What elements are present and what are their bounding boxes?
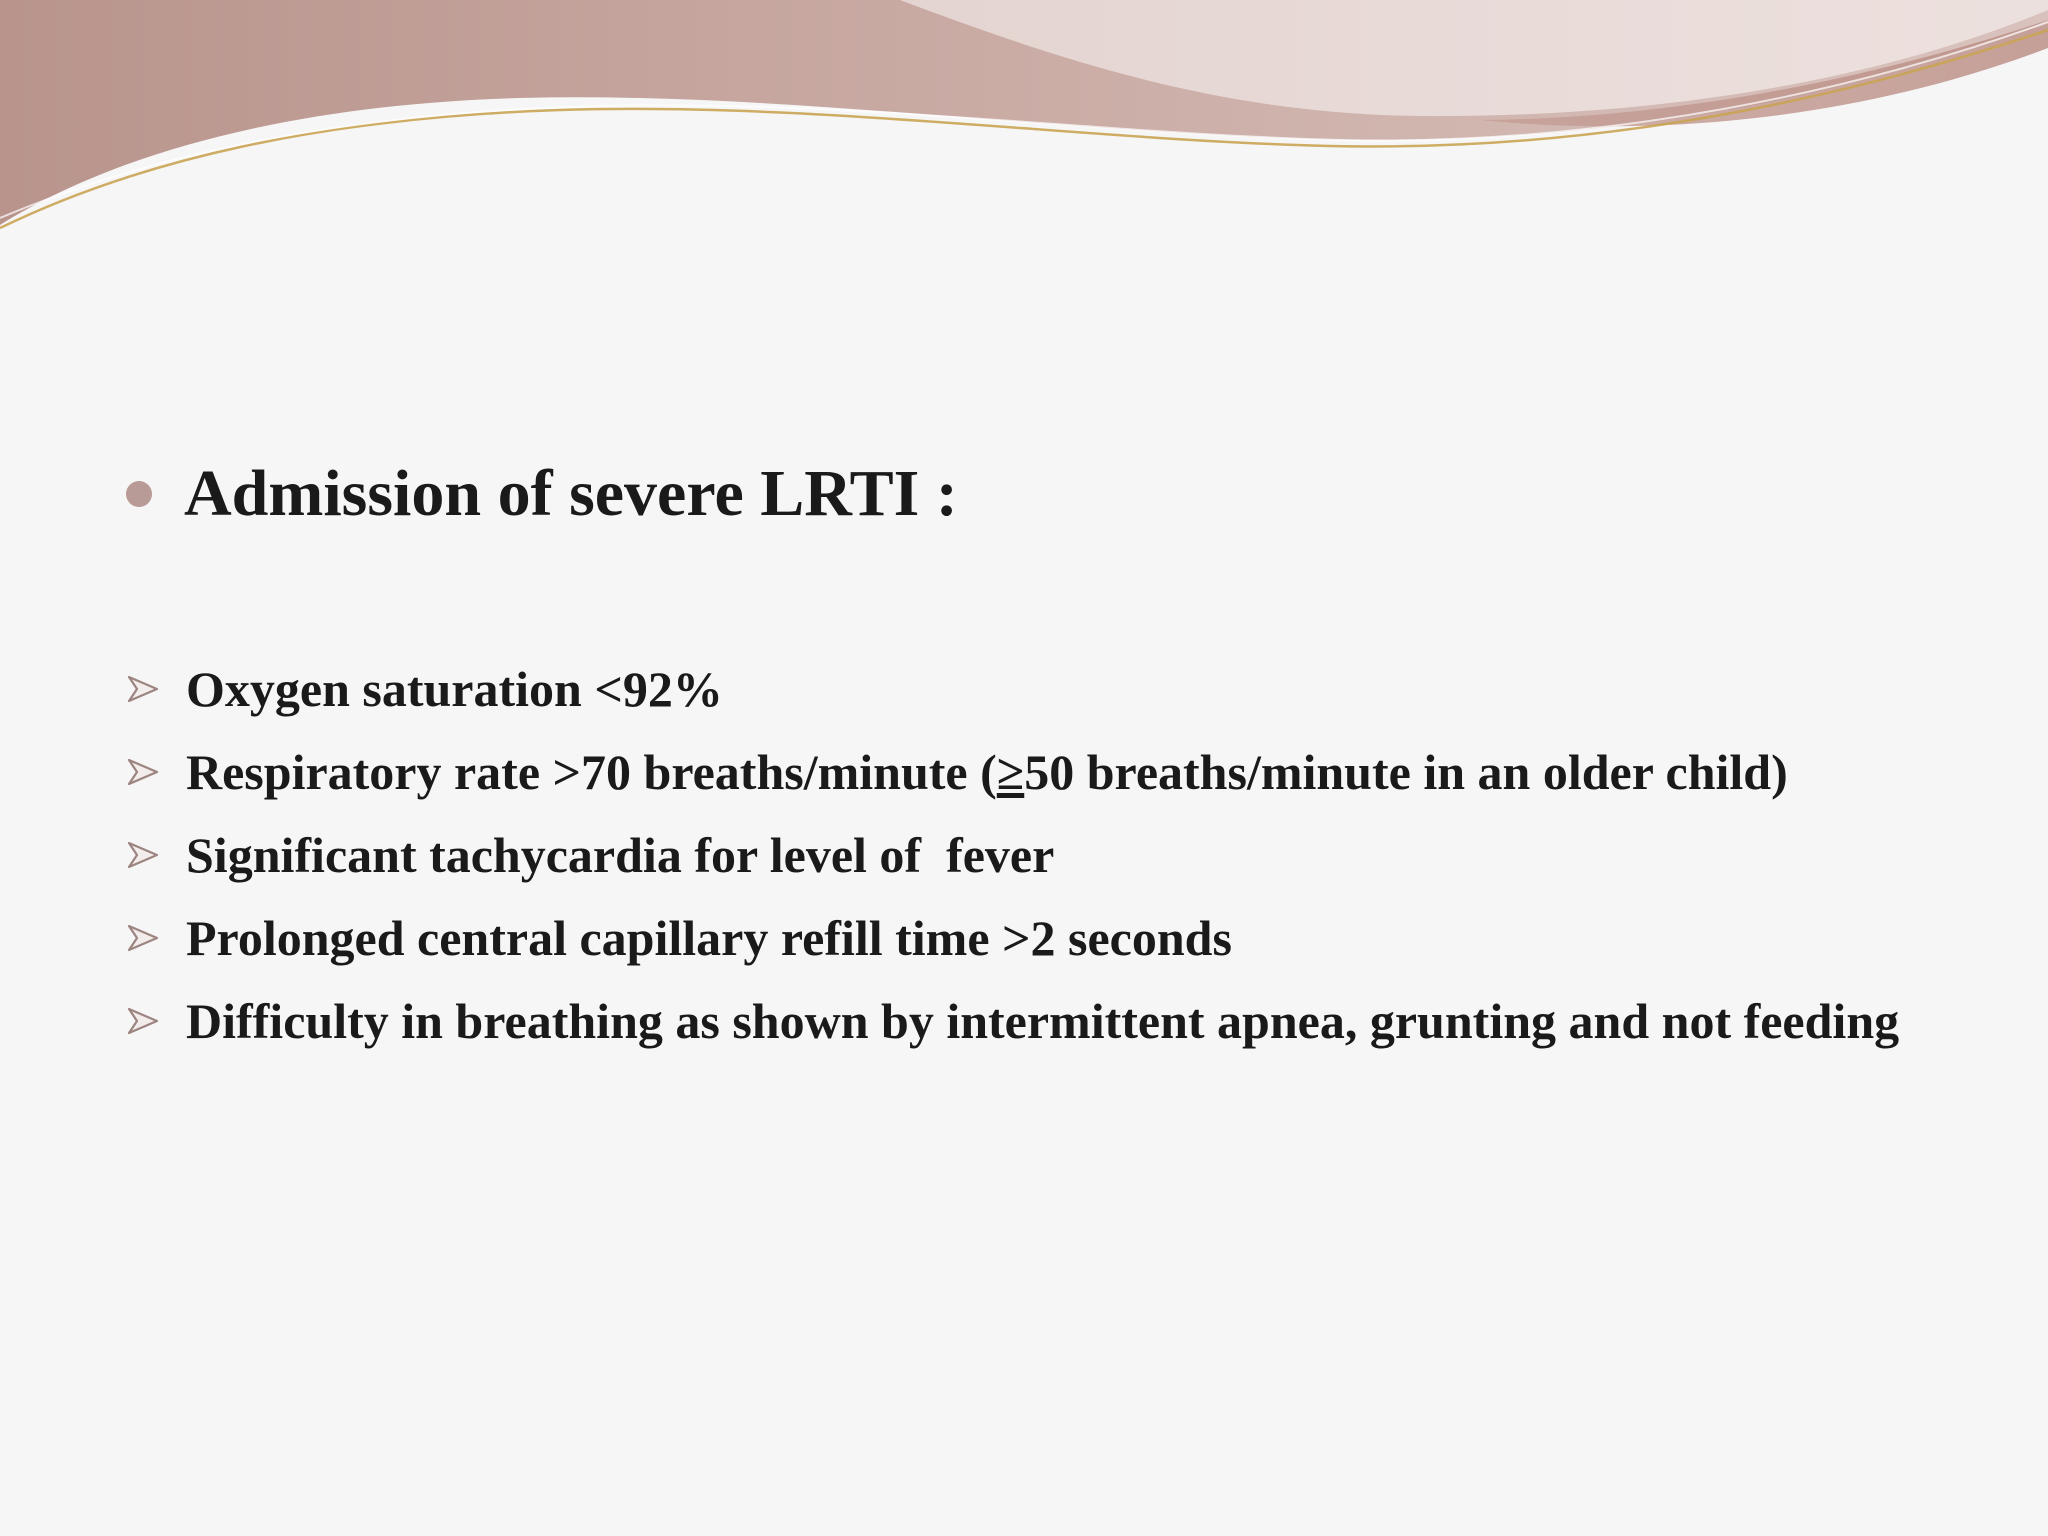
list-item: [126, 738, 1926, 806]
list-item: [126, 904, 1926, 972]
list-item-text: Difficulty in breathing as shown by intermittent apnea, grunting and not feeding: [186, 993, 1900, 1049]
list-item-text: Oxygen saturation <92%: [186, 661, 723, 717]
criteria-list: [126, 655, 1926, 1070]
list-item: [126, 987, 1926, 1055]
list-item-text: Significant tachycardia for level of fever: [186, 827, 1055, 883]
arrow-bullet-icon: [126, 923, 160, 953]
heading-row: [126, 455, 958, 533]
arrow-bullet-icon: [126, 674, 160, 704]
arrow-bullet-icon: [126, 757, 160, 787]
list-item-text-pre: Respiratory rate >70 breaths/minute (: [186, 744, 997, 800]
arrow-bullet-icon: [126, 840, 160, 870]
list-item: [126, 655, 1926, 723]
arrow-bullet-icon: [126, 1006, 160, 1036]
slide-heading: Admission of severe LRTI :: [184, 457, 958, 530]
list-item-text-post: 50 breaths/minute in an older child): [1024, 744, 1788, 800]
circle-bullet-icon: [126, 481, 152, 507]
list-item: [126, 821, 1926, 889]
list-item-text: Prolonged central capillary refill time >2 seconds: [186, 910, 1232, 966]
greater-equal-symbol: ≥: [996, 744, 1025, 800]
